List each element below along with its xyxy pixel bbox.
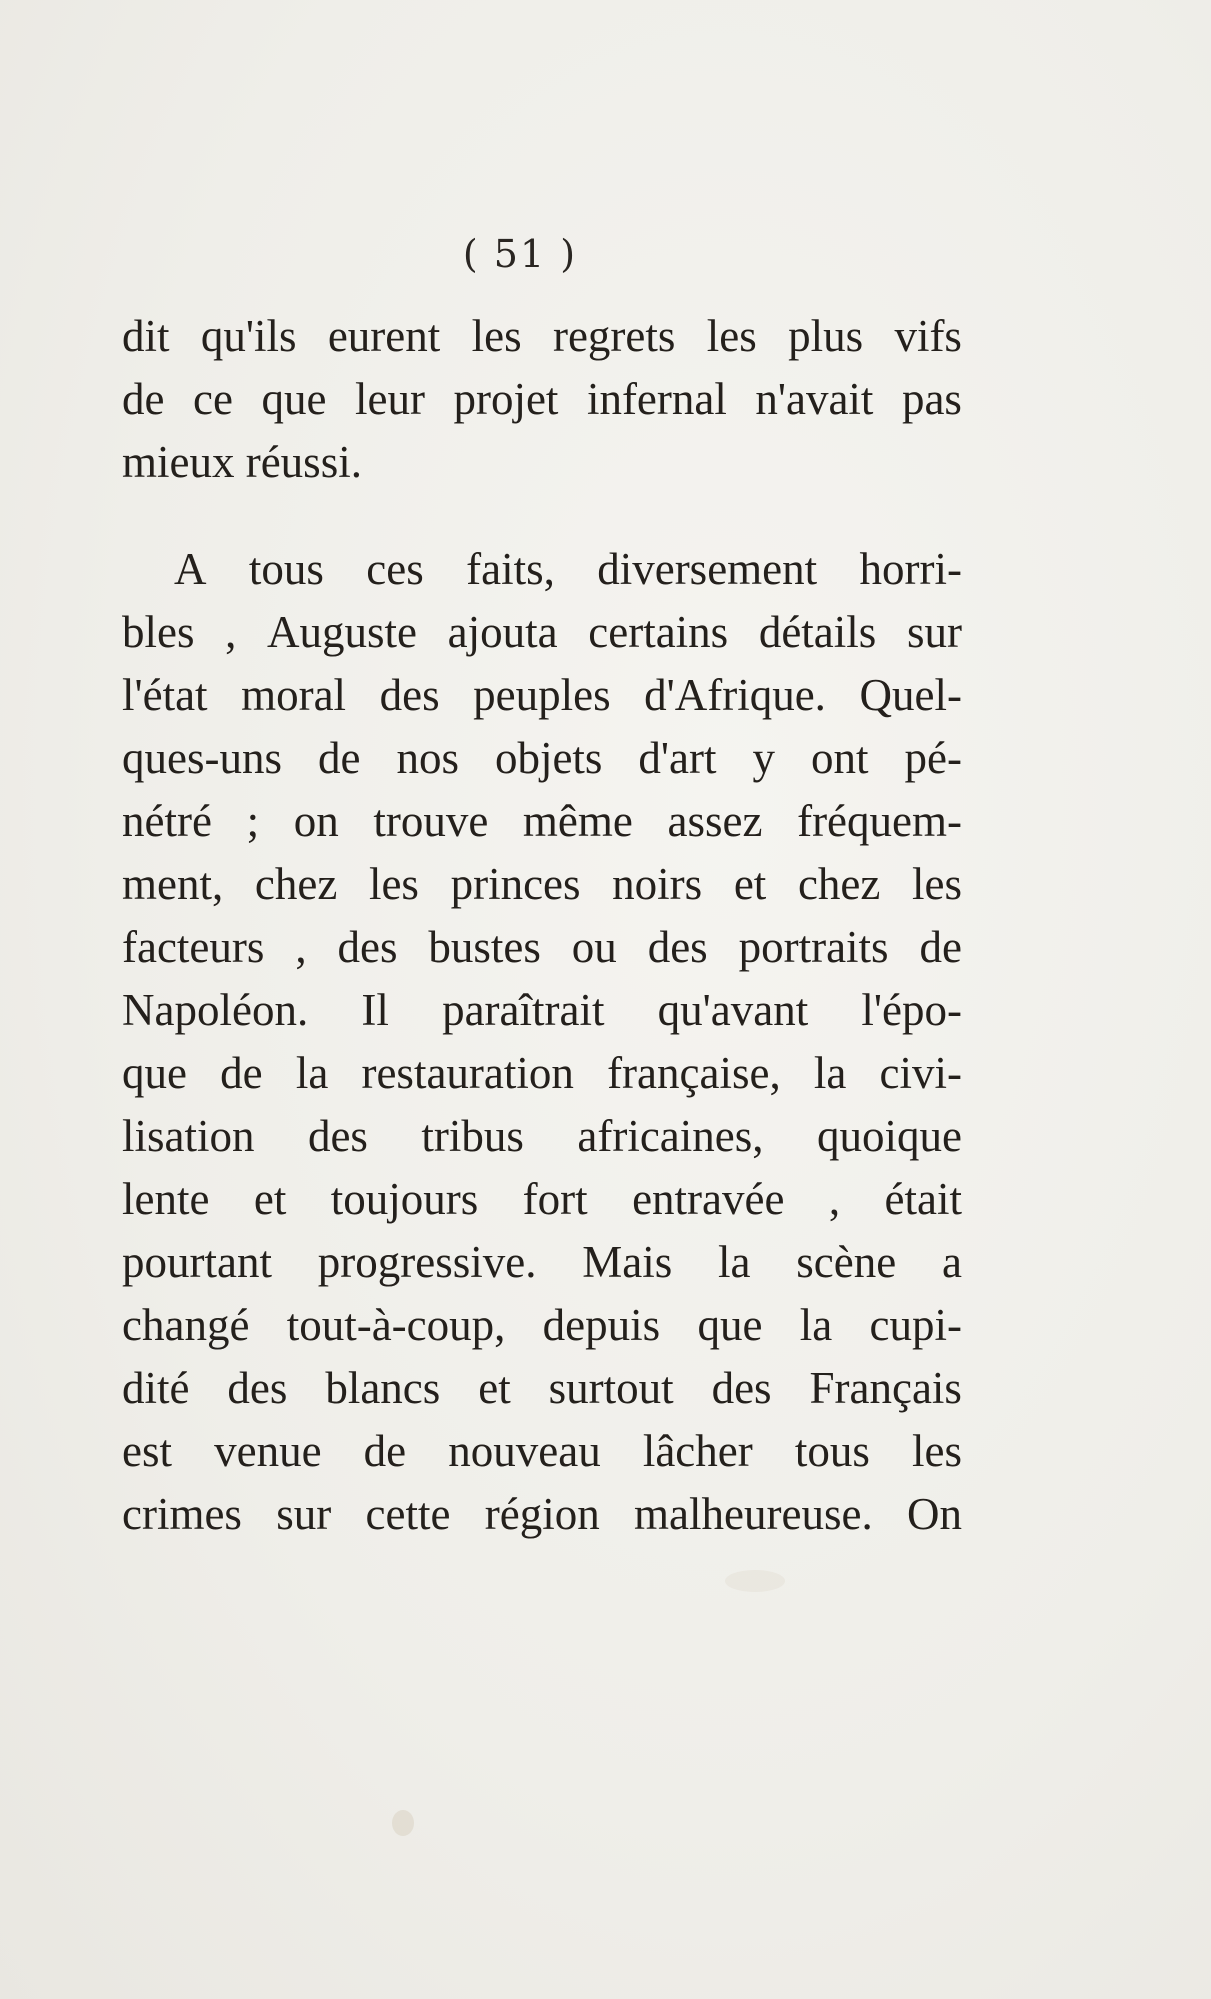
paper-stain <box>725 1570 785 1592</box>
body-text <box>122 305 962 1546</box>
text-line: dité des blancs et surtout des Français <box>122 1363 962 1413</box>
text-line: est venue de nouveau lâcher tous les <box>122 1426 962 1476</box>
text-line: A tous ces faits, diversement horri- <box>174 544 962 594</box>
text-line: ques-uns de nos objets d'art y ont pé- <box>122 733 962 783</box>
text-line: changé tout-à-coup, depuis que la cupi- <box>122 1300 962 1350</box>
text-line: facteurs , des bustes ou des portraits de <box>122 922 962 972</box>
text-line: lente et toujours fort entravée , était <box>122 1174 962 1224</box>
text-line: nétré ; on trouve même assez fréquem- <box>122 796 962 846</box>
text-line: dit qu'ils eurent les regrets les plus vifs <box>122 311 962 361</box>
page-number: ( 51 ) <box>462 232 578 276</box>
text-line: mieux réussi. <box>122 437 362 487</box>
text-line: que de la restauration française, la civi- <box>122 1048 962 1098</box>
text-line: ment, chez les princes noirs et chez les <box>122 859 962 909</box>
text-line: de ce que leur projet infernal n'avait pas <box>122 374 962 424</box>
text-line: pourtant progressive. Mais la scène a <box>122 1237 962 1287</box>
text-line: Napoléon. Il paraîtrait qu'avant l'épo- <box>122 985 962 1035</box>
text-line: l'état moral des peuples d'Afrique. Quel- <box>122 670 962 720</box>
text-line: bles , Auguste ajouta certains détails sur <box>122 607 962 657</box>
text-line: crimes sur cette région malheureuse. On <box>122 1489 962 1539</box>
text-line: lisation des tribus africaines, quoique <box>122 1111 962 1161</box>
paper-stain <box>392 1810 414 1836</box>
